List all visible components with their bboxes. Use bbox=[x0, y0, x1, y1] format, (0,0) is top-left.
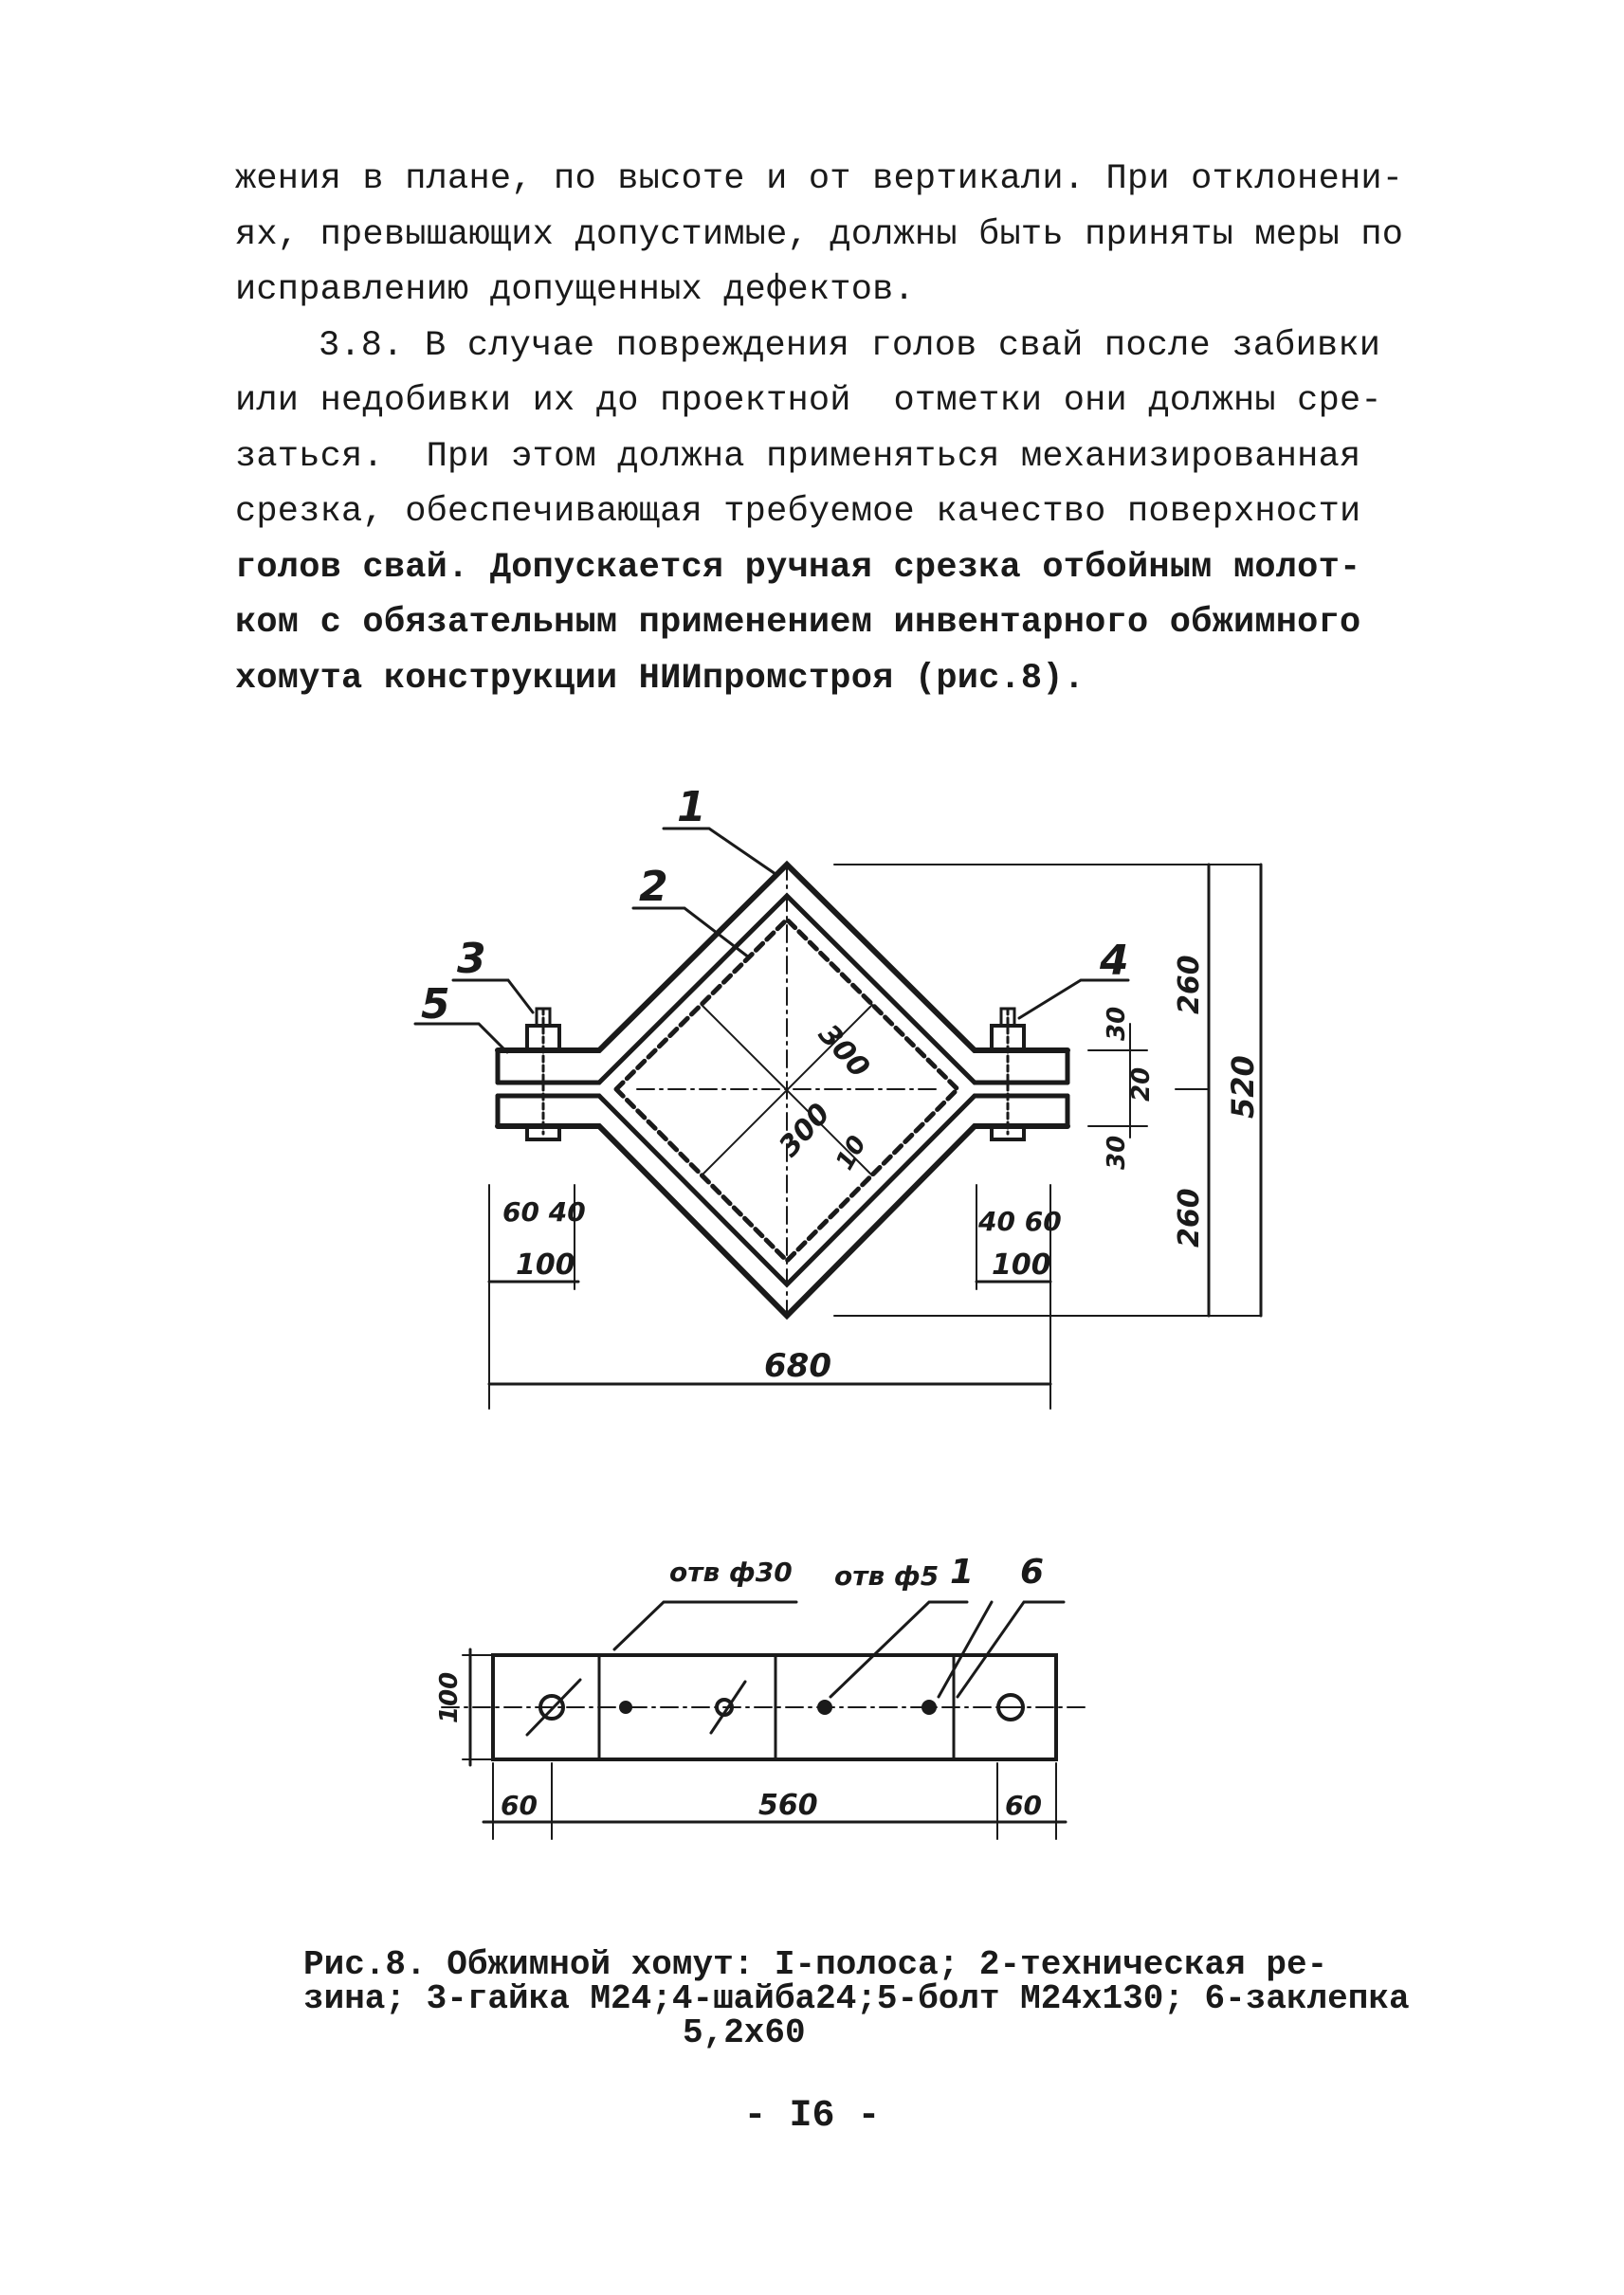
caption-line: зина; 3-гайка М24;4-шайба24;5-болт М24х130; 6-заклепка bbox=[303, 1979, 1410, 2018]
text-line: голов свай. Допускается ручная срезка отбойным молот- bbox=[235, 547, 1361, 588]
dim-flange-30-bottom: 30 bbox=[1103, 1135, 1131, 1170]
dim-strip-right-60: 60 bbox=[1005, 1790, 1042, 1821]
leader-1b bbox=[939, 1602, 992, 1697]
dim-flange-20: 20 bbox=[1127, 1066, 1156, 1102]
text-line: 3.8. В случае повреждения голов свай после забивки bbox=[319, 325, 1381, 366]
leader-hole30 bbox=[614, 1602, 796, 1649]
dim-flange-30-top: 30 bbox=[1103, 1006, 1131, 1041]
clamp-plan-view bbox=[415, 783, 1261, 1409]
dim-lower-260: 260 bbox=[1173, 1188, 1206, 1248]
text-line: заться. При этом должна применяться механизированная bbox=[235, 436, 1361, 477]
text-line: срезка, обеспечивающая требуемое качество поверхности bbox=[235, 492, 1361, 532]
steel-band-outer bbox=[498, 865, 1067, 1050]
dim-right-100: 100 bbox=[992, 1248, 1051, 1282]
dim-strip-560: 560 bbox=[758, 1789, 818, 1822]
strip-view bbox=[435, 1553, 1090, 1839]
dim-gap: 10 bbox=[830, 1131, 873, 1175]
dim-right-40-60: 40 60 bbox=[978, 1206, 1062, 1237]
text-line: ях, превышающих допустимые, должны быть приняты меры по bbox=[235, 214, 1404, 255]
rivet-hole bbox=[922, 1701, 936, 1714]
leader-3 bbox=[453, 980, 533, 1012]
rivet-hole bbox=[620, 1702, 631, 1713]
dim-strip-height: 100 bbox=[435, 1671, 464, 1723]
rivet-hole bbox=[818, 1701, 831, 1714]
dim-left-60-40: 60 40 bbox=[502, 1196, 586, 1228]
callout-2: 2 bbox=[639, 863, 668, 911]
caption-line: Рис.8. Обжимной хомут: I-полоса; 2-техническая ре- bbox=[303, 1945, 1328, 1984]
dim-total-height: 520 bbox=[1225, 1055, 1261, 1119]
callout-1: 1 bbox=[677, 783, 706, 831]
left-bolt bbox=[527, 1009, 559, 1139]
callout-6: 6 bbox=[1020, 1553, 1045, 1592]
label-hole5: отв ф5 bbox=[834, 1560, 940, 1592]
text-line: или недобивки их до проектной отметки они должны сре- bbox=[235, 381, 1382, 421]
page-number: - I6 - bbox=[743, 2095, 881, 2138]
text-line: хомута конструкции НИИпромстроя (рис.8). bbox=[235, 658, 1086, 699]
callout-3: 3 bbox=[457, 935, 486, 983]
dim-total-width: 680 bbox=[764, 1347, 831, 1385]
text-line: ком с обязательным применением инвентарного обжимного bbox=[235, 603, 1361, 643]
caption-line: 5,2х60 bbox=[683, 2013, 806, 2052]
right-bolt bbox=[992, 1009, 1024, 1139]
dim-diag-a: 300 bbox=[812, 1017, 876, 1084]
text-line: жения в плане, по высоте и от вертикали. При отклонени- bbox=[235, 159, 1404, 199]
leader-1 bbox=[664, 829, 776, 874]
dim-left-100: 100 bbox=[516, 1248, 575, 1282]
text-line: исправлению допущенных дефектов. bbox=[235, 270, 915, 310]
dim-strip-left-60: 60 bbox=[501, 1790, 538, 1821]
leader-6 bbox=[958, 1602, 1064, 1697]
callout-4: 4 bbox=[1100, 937, 1129, 985]
label-hole30: отв ф30 bbox=[669, 1557, 793, 1588]
callout-1-strip: 1 bbox=[950, 1553, 975, 1592]
callout-5: 5 bbox=[421, 980, 450, 1029]
dim-diag-b: 300 bbox=[772, 1097, 837, 1164]
figure-caption bbox=[303, 1945, 1422, 2052]
dim-upper-260: 260 bbox=[1173, 955, 1206, 1014]
